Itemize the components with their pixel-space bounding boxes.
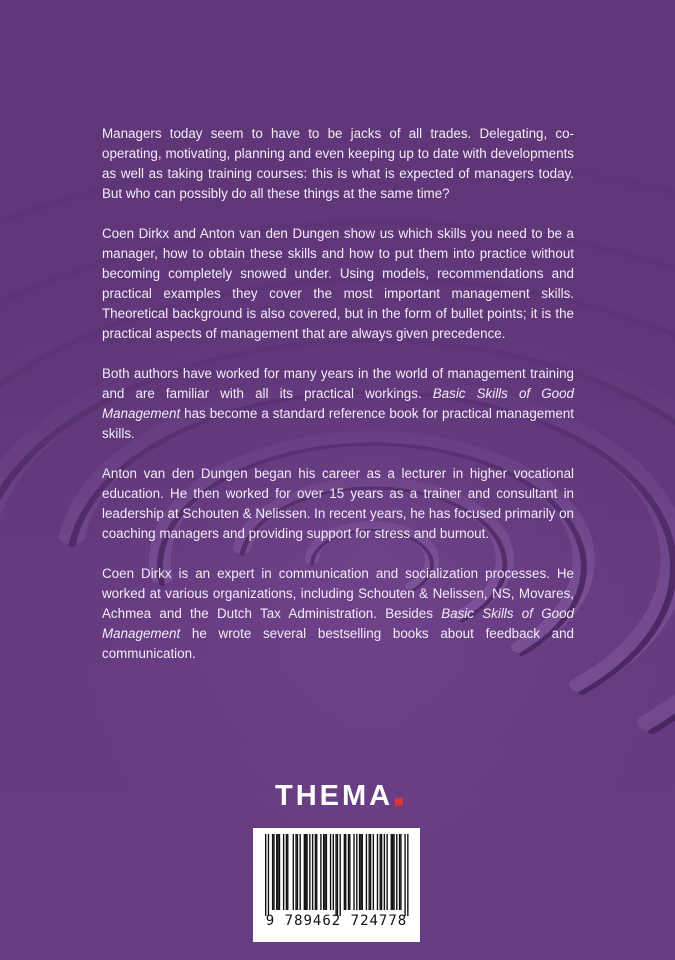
blurb-text — [102, 124, 574, 684]
publisher-name: THEMA — [275, 780, 394, 812]
blurb-paragraph-2: Coen Dirkx and Anton van den Dungen show us which skills you need to be a manager, how to obtain these skills and how to put them into practice without becoming completely snowed under. Using models, recommendations and practical examples they cover the most important management skills. Theoretical background is also covered, but in the form of bullet points; it is the practical aspects of management that are always given precedence. — [102, 226, 574, 341]
isbn-barcode — [253, 828, 420, 942]
blurb-paragraph-3-part-1: Both authors have worked for many years in the world of management training and are familiar with all its practical workings. — [102, 366, 574, 401]
blurb-paragraph-3-part-2: has become a standard reference book for practical management skills. — [102, 406, 574, 441]
blurb-paragraph-4: Anton van den Dungen began his career as a lecturer in higher vocational education. He then worked for over 15 years as a trainer and consultant in leadership at Schouten & Nelissen. In recent years, he has focused primarily on coaching managers and providing support for stress and burnout. — [102, 466, 574, 541]
blurb-paragraph-5-part-1: Coen Dirkx is an expert in communication and socialization processes. He worked at various organizations, including Schouten & Nelissen, NS, Movares, Achmea and the Dutch Tax Administration. Besides — [102, 566, 574, 621]
blurb-paragraph-5-part-2: he wrote several bestselling books about feedback and communication. — [102, 626, 574, 661]
blurb-paragraph-1: Managers today seem to have to be jacks of all trades. Delegating, co-operating, motivating, planning and even keeping up to date with developments as well as taking training courses: this is what is expected of managers today. But who can possibly do all these things at the same time? — [102, 126, 574, 201]
book-title-italic: Basic Skills of Good Management — [102, 606, 574, 641]
blurb-paragraph-3 — [102, 364, 574, 444]
publisher-logo — [275, 778, 403, 814]
book-title-italic: Basic Skills of Good Management — [102, 386, 574, 421]
blurb-paragraph-5 — [102, 564, 574, 664]
isbn-number: 9 789462 724778 — [265, 913, 408, 929]
logo-dot-icon — [395, 798, 403, 806]
